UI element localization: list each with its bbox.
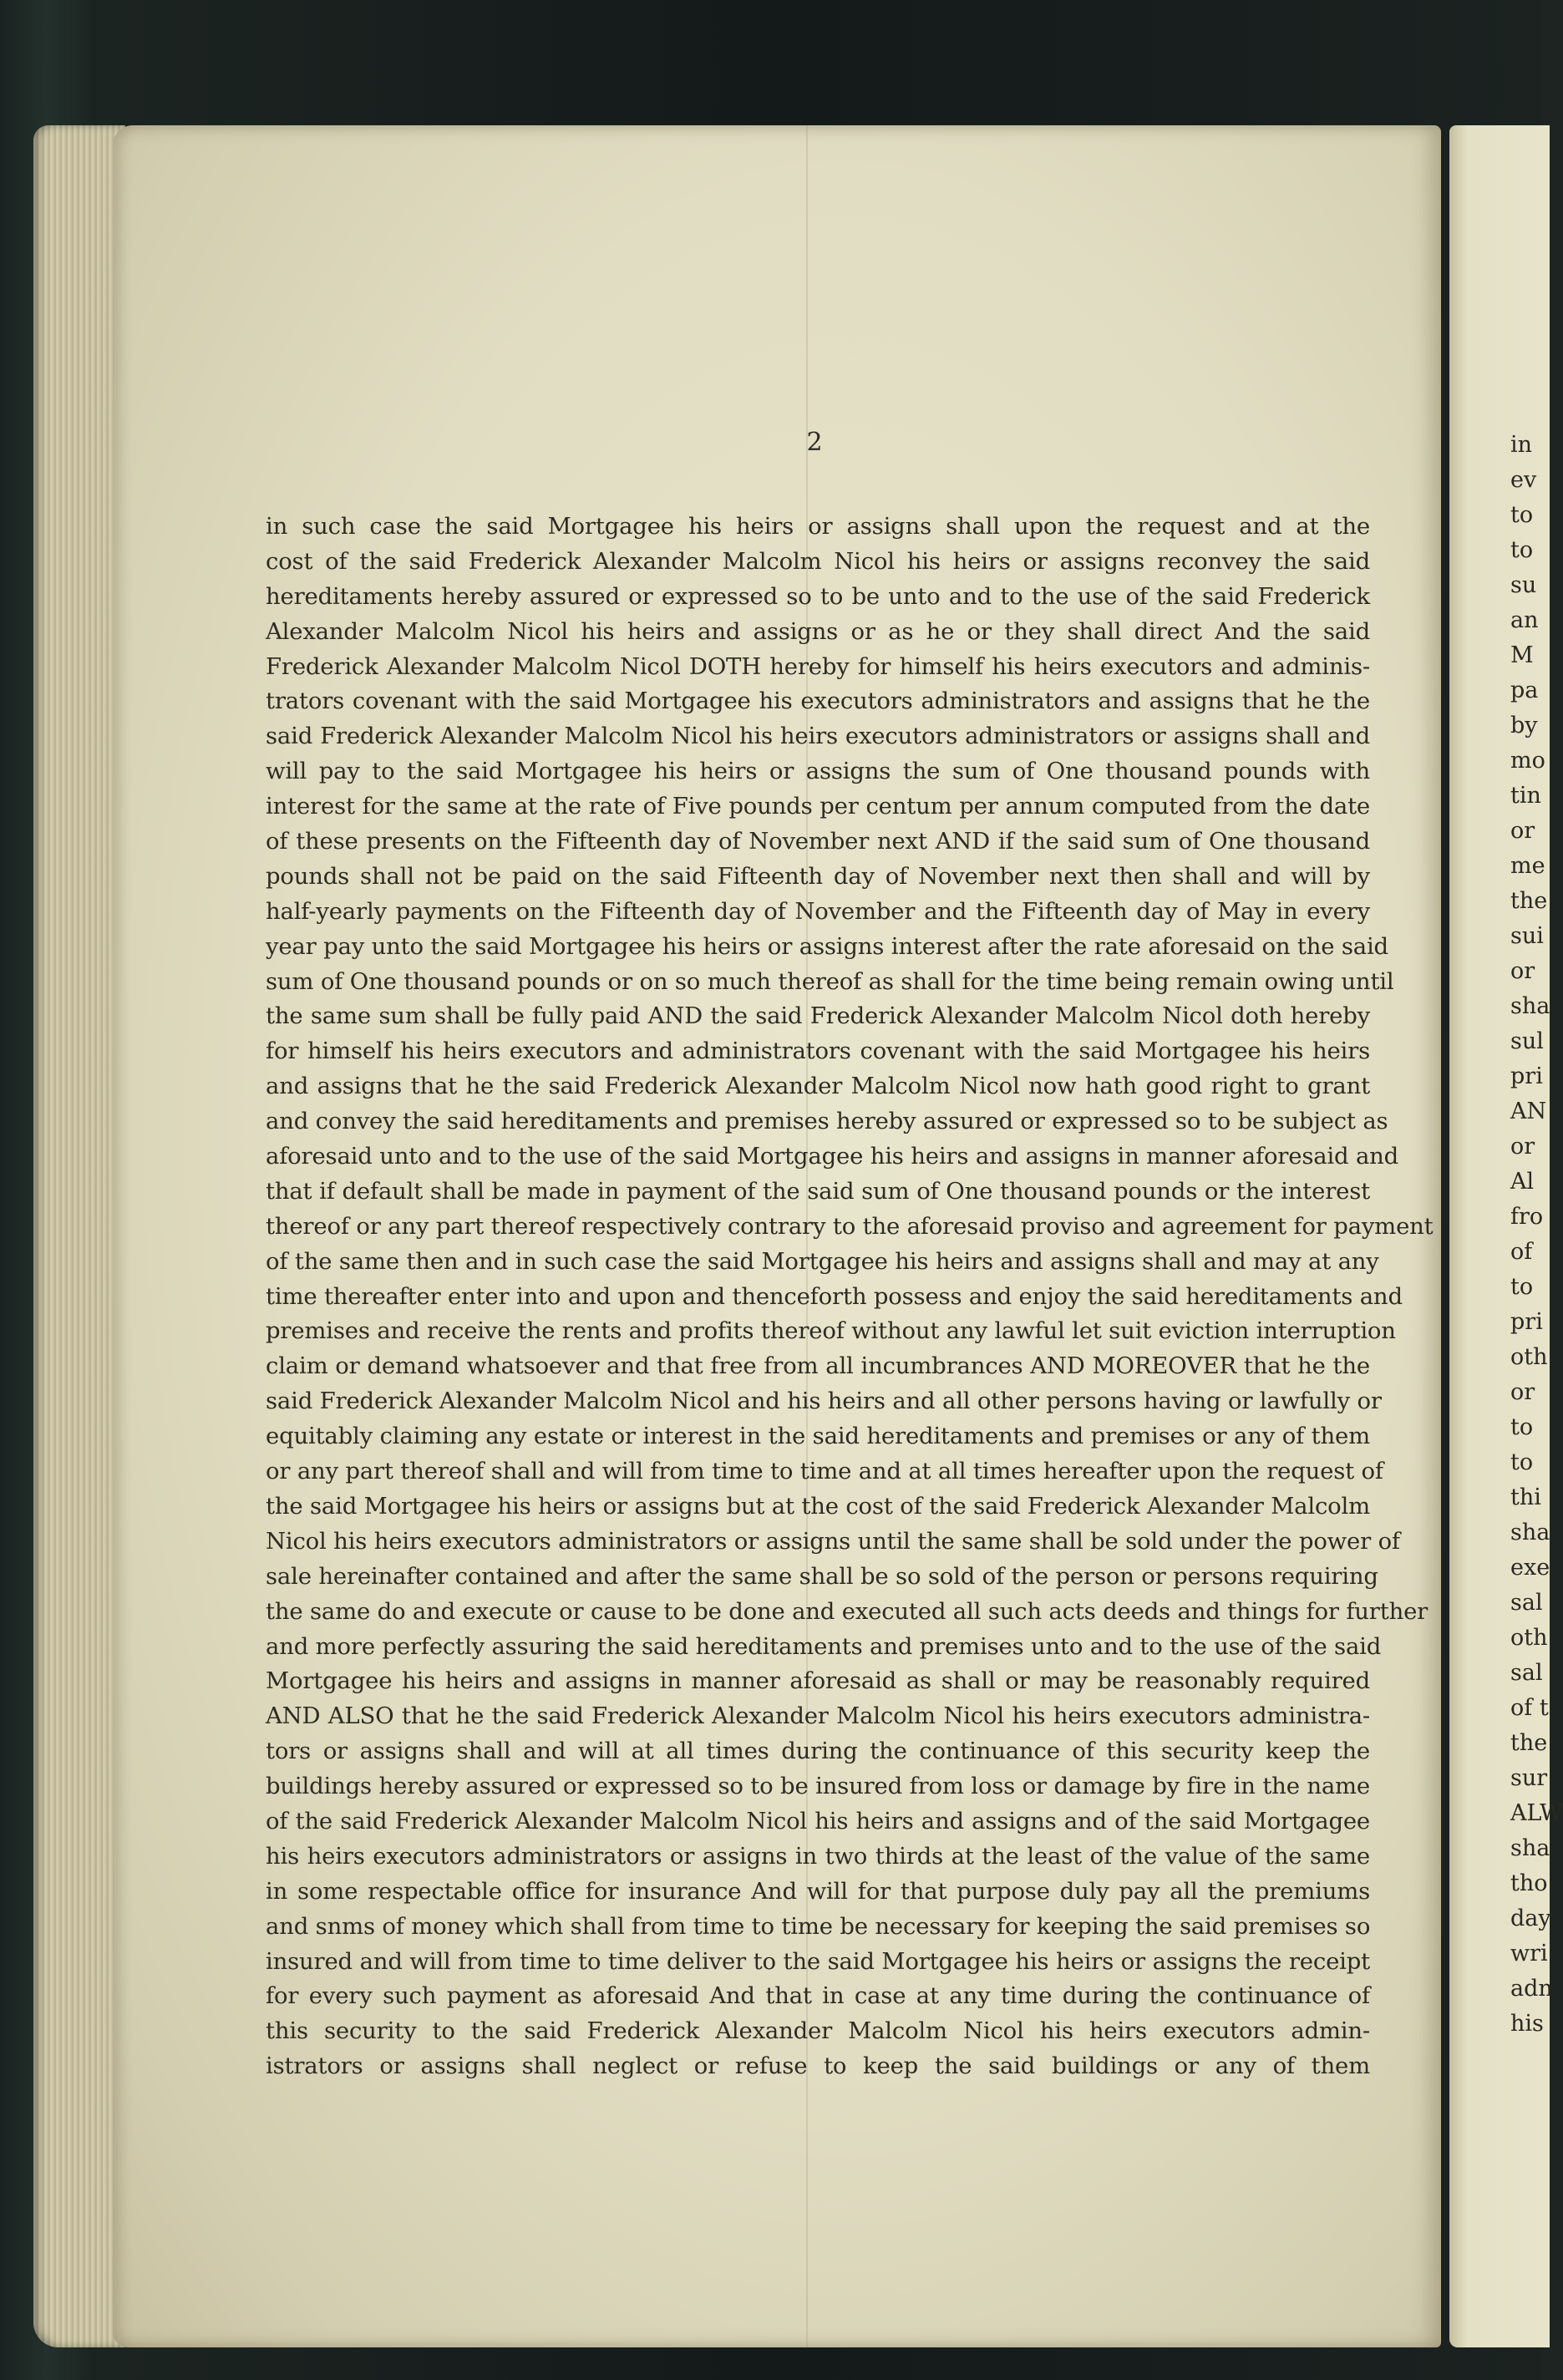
- text-line: the said Mortgagee his heirs or assigns but at the cost of the said Frederick Alexander Malcolm: [266, 1492, 1370, 1520]
- facing-text-fragment: thi: [1510, 1484, 1541, 1510]
- facing-text-fragment: an: [1510, 607, 1539, 633]
- facing-text-fragment: pri: [1510, 1309, 1543, 1335]
- facing-text-fragment: pri: [1510, 1063, 1543, 1089]
- text-line: buildings hereby assured or expressed so to be insured from loss or damage by fire in the name: [266, 1773, 1370, 1800]
- text-line: said Frederick Alexander Malcolm Nicol and his heirs and all other persons having or lawfully or: [266, 1388, 1382, 1415]
- text-line: sum of One thousand pounds or on so much thereof as shall for the time being remain owing until: [266, 967, 1394, 995]
- document-body-text: [266, 510, 1434, 2084]
- facing-text-fragment: sha: [1510, 1520, 1550, 1545]
- facing-text-fragment: or: [1510, 1134, 1535, 1160]
- text-line: time thereafter enter into and upon and thenceforth possess and enjoy the said hereditaments and: [266, 1282, 1403, 1310]
- text-line: his heirs executors administrators or assigns in two thirds at the least of the value of the same: [266, 1842, 1370, 1870]
- text-line: in such case the said Mortgagee his heirs or assigns shall upon the request and at the: [266, 513, 1370, 540]
- facing-text-fragment: su: [1510, 572, 1537, 598]
- facing-text-fragment: tho: [1510, 1870, 1548, 1896]
- facing-text-fragment: to: [1510, 502, 1534, 528]
- facing-text-fragment: tin: [1510, 783, 1541, 809]
- facing-text-fragment: sal: [1510, 1590, 1543, 1616]
- text-line: premises and receive the rents and profits thereof without any lawful let suit eviction interruption: [266, 1317, 1396, 1345]
- facing-text-fragment: to: [1510, 1414, 1534, 1440]
- text-line: for himself his heirs executors and administrators covenant with the said Mortgagee his heirs: [266, 1038, 1370, 1065]
- text-line: Frederick Alexander Malcolm Nicol DOTH hereby for himself his heirs executors and adminis-: [266, 652, 1370, 680]
- facing-text-fragment: sha: [1510, 993, 1550, 1019]
- facing-text-fragment: wri: [1510, 1941, 1548, 1966]
- facing-text-fragment: pa: [1510, 677, 1539, 703]
- text-line: istrators or assigns shall neglect or refuse to keep the said buildings or any of them: [266, 2053, 1370, 2080]
- facing-text-fragment: sul: [1510, 1028, 1544, 1054]
- facing-text-fragment: sui: [1510, 923, 1544, 949]
- facing-text-fragment: to: [1510, 537, 1534, 563]
- facing-text-fragment: ALW: [1510, 1800, 1563, 1826]
- facing-text-fragment: oth: [1510, 1625, 1548, 1651]
- text-line: interest for the same at the rate of Five pounds per centum per annum computed from the date: [266, 793, 1370, 820]
- text-line: and assigns that he the said Frederick Alexander Malcolm Nicol now hath good right to grant: [266, 1073, 1370, 1100]
- text-line: that if default shall be made in payment of the said sum of One thousand pounds or the interest: [266, 1177, 1370, 1205]
- text-line: or any part thereof shall and will from time to time and at all times hereafter upon the request of: [266, 1458, 1383, 1485]
- facing-text-fragment: sur: [1510, 1765, 1548, 1791]
- facing-text-fragment: Al: [1510, 1169, 1535, 1195]
- text-line: for every such payment as aforesaid And that in case at any time during the continuance of: [266, 1982, 1370, 2010]
- text-line: this security to the said Frederick Alexander Malcolm Nicol his heirs executors admin-: [266, 2017, 1370, 2045]
- text-line: insured and will from time to time deliver to the said Mortgagee his heirs or assigns the receipt: [266, 1947, 1370, 1975]
- text-line: hereditaments hereby assured or expressed so to be unto and to the use of the said Frederick: [266, 582, 1370, 610]
- facing-text-fragment: oth: [1510, 1344, 1548, 1370]
- text-line: the same sum shall be fully paid AND the said Frederick Alexander Malcolm Nicol doth hereby: [266, 1002, 1370, 1030]
- text-line: and more perfectly assuring the said hereditaments and premises unto and to the use of the said: [266, 1632, 1382, 1660]
- facing-text-fragment: or: [1510, 818, 1535, 844]
- facing-text-fragment: of: [1510, 1239, 1533, 1265]
- text-line: thereof or any part thereof respectively contrary to the aforesaid proviso and agreement for payment: [266, 1212, 1434, 1240]
- facing-text-fragment: exe: [1510, 1555, 1550, 1581]
- text-line: AND ALSO that he the said Frederick Alexander Malcolm Nicol his heirs executors administra-: [266, 1703, 1370, 1730]
- text-line: and convey the said hereditaments and premises hereby assured or expressed so to be subject as: [266, 1108, 1388, 1135]
- facing-page-text: [1510, 428, 1563, 2042]
- text-line: the same do and execute or cause to be done and executed all such acts deeds and things for further: [266, 1597, 1429, 1625]
- text-line: Nicol his heirs executors administrators or assigns until the same shall be sold under the power of: [266, 1527, 1400, 1555]
- text-line: of the said Frederick Alexander Malcolm Nicol his heirs and assigns and of the said Mortgagee: [266, 1807, 1370, 1834]
- text-line: will pay to the said Mortgagee his heirs or assigns the sum of One thousand pounds with: [266, 758, 1370, 785]
- text-line: of the same then and in such case the said Mortgagee his heirs and assigns shall and may at any: [266, 1247, 1379, 1275]
- facing-text-fragment: adn: [1510, 1976, 1553, 2002]
- text-line: pounds shall not be paid on the said Fifteenth day of November next then shall and will by: [266, 862, 1370, 890]
- facing-text-fragment: of t: [1510, 1695, 1549, 1721]
- text-line: said Frederick Alexander Malcolm Nicol his heirs executors administrators or assigns shall and: [266, 723, 1370, 750]
- facing-text-fragment: or: [1510, 958, 1535, 984]
- facing-text-fragment: by: [1510, 713, 1538, 738]
- text-line: Alexander Malcolm Nicol his heirs and assigns or as he or they shall direct And the said: [266, 617, 1370, 645]
- facing-text-fragment: to: [1510, 1274, 1534, 1300]
- text-line: equitably claiming any estate or interest in the said hereditaments and premises or any of them: [266, 1423, 1370, 1450]
- facing-text-fragment: me: [1510, 853, 1545, 879]
- page-number: 2: [806, 428, 823, 457]
- facing-text-fragment: the: [1510, 888, 1548, 914]
- facing-text-fragment: sha: [1510, 1835, 1550, 1861]
- text-line: Mortgagee his heirs and assigns in manner aforesaid as shall or may be reasonably required: [266, 1667, 1370, 1695]
- facing-text-fragment: his: [1510, 2011, 1544, 2037]
- facing-text-fragment: sal: [1510, 1660, 1543, 1686]
- text-line: year pay unto the said Mortgagee his heirs or assigns interest after the rate aforesaid on the said: [266, 932, 1388, 960]
- facing-text-fragment: mo: [1510, 748, 1545, 774]
- facing-text-fragment: M: [1510, 642, 1534, 668]
- facing-text-fragment: ev: [1510, 467, 1537, 493]
- text-line: half-yearly payments on the Fifteenth day of November and the Fifteenth day of May in every: [266, 897, 1370, 925]
- facing-text-fragment: or: [1510, 1379, 1535, 1405]
- text-line: tors or assigns shall and will at all times during the continuance of this security keep the: [266, 1738, 1370, 1765]
- facing-text-fragment: the: [1510, 1730, 1548, 1756]
- text-line: aforesaid unto and to the use of the said Mortgagee his heirs and assigns in manner aforesaid and: [266, 1143, 1399, 1170]
- page-stack-edge: [33, 125, 125, 2347]
- text-line: of these presents on the Fifteenth day of November next AND if the said sum of One thousand: [266, 828, 1370, 855]
- text-line: claim or demand whatsoever and that free from all incumbrances AND MOREOVER that he the: [266, 1352, 1370, 1380]
- facing-text-fragment: to: [1510, 1449, 1534, 1475]
- text-line: in some respectable office for insurance And will for that purpose duly pay all the premiums: [266, 1877, 1370, 1905]
- facing-text-fragment: AN: [1510, 1099, 1547, 1124]
- facing-text-fragment: fro: [1510, 1204, 1544, 1230]
- text-line: and snms of money which shall from time to time be necessary for keeping the said premises so: [266, 1912, 1371, 1940]
- text-line: cost of the said Frederick Alexander Malcolm Nicol his heirs or assigns reconvey the said: [266, 547, 1370, 575]
- text-line: sale hereinafter contained and after the same shall be so sold of the person or persons requiring: [266, 1562, 1378, 1590]
- facing-text-fragment: in: [1510, 432, 1533, 458]
- text-line: trators covenant with the said Mortgagee his executors administrators and assigns that he the: [266, 688, 1370, 715]
- facing-text-fragment: day: [1510, 1906, 1551, 1931]
